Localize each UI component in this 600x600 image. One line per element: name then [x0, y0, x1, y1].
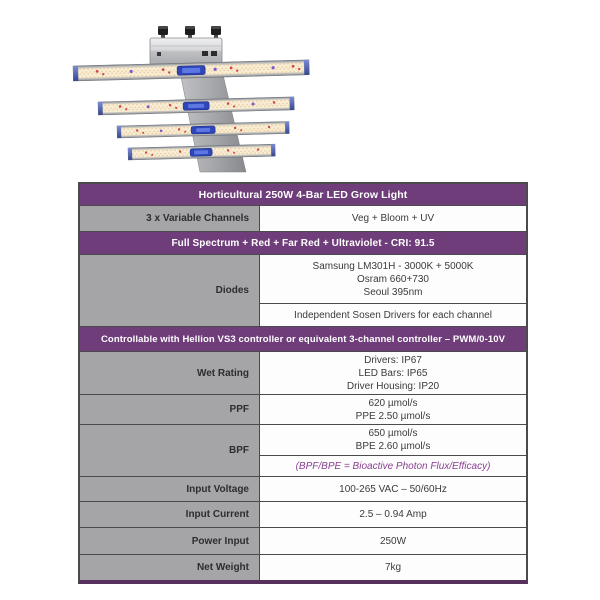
spec-label-input-current: Input Current: [80, 502, 260, 527]
spec-value-input-voltage: 100-265 VAC – 50/60Hz: [260, 477, 526, 501]
spec-value-net-weight: 7kg: [260, 555, 526, 580]
diodes-line-1: Samsung LM301H - 3000K + 5000K: [312, 260, 474, 272]
ppf-line-1: 620 µmol/s: [368, 397, 418, 409]
bpf-line-1: 650 µmol/s: [368, 428, 418, 439]
driver-box: [150, 26, 222, 65]
row-bpf: [80, 424, 526, 476]
wet-line-1: Drivers: IP67: [364, 354, 422, 366]
spec-value-drivers: Independent Sosen Drivers for each channel: [260, 303, 526, 326]
spec-value-diodes: [260, 255, 526, 303]
banner-title-row: [80, 184, 526, 205]
spec-table: [78, 182, 528, 584]
spec-label-power-input: Power Input: [80, 528, 260, 554]
spec-label-wet-rating: Wet Rating: [80, 352, 260, 394]
grow-light-product-image: [62, 22, 322, 174]
row-input-voltage: [80, 476, 526, 501]
ppf-line-2: PPE 2.50 µmol/s: [355, 410, 431, 422]
spec-label-channels: 3 x Variable Channels: [80, 206, 260, 231]
led-bar-3: [117, 121, 289, 137]
spec-value-bpf: [260, 425, 526, 455]
spec-label-net-weight: Net Weight: [80, 555, 260, 580]
led-bar-1: [73, 60, 309, 81]
spec-value-input-current: 2.5 – 0.94 Amp: [260, 502, 526, 527]
spec-value-power-input: 250W: [260, 528, 526, 554]
spec-value-ppf: [260, 395, 526, 424]
spec-value-channels: Veg + Bloom + UV: [260, 206, 526, 231]
row-net-weight: [80, 554, 526, 580]
diodes-line-3: Seoul 395nm: [363, 286, 423, 298]
wet-line-2: LED Bars: IP65: [358, 367, 428, 379]
row-wet-rating: [80, 351, 526, 394]
row-diodes: [80, 254, 526, 326]
spec-value-wet-rating: [260, 352, 526, 394]
row-variable-channels: [80, 205, 526, 231]
grow-light-illustration: [62, 22, 322, 174]
row-ppf: [80, 394, 526, 424]
banner-controller-row: [80, 326, 526, 351]
spec-label-bpf: BPF: [80, 425, 260, 476]
bpf-note: (BPF/BPE = Bioactive Photon Flux/Efficacy): [260, 455, 526, 476]
spec-label-diodes: Diodes: [80, 255, 260, 326]
row-power-input: [80, 527, 526, 554]
wet-line-3: Driver Housing: IP20: [346, 380, 440, 392]
diodes-line-2: Osram 660+730: [357, 273, 429, 285]
spec-label-ppf: PPF: [80, 395, 260, 424]
led-bar-4: [128, 144, 275, 160]
led-bar-2: [98, 97, 294, 115]
bpf-line-2: BPE 2.60 µmol/s: [355, 441, 431, 452]
controller-banner: Controllable with Hellion VS3 controller or equivalent 3-channel controller – PWM/0-10V: [80, 327, 526, 351]
spec-label-input-voltage: Input Voltage: [80, 477, 260, 501]
banner-spectrum-row: [80, 231, 526, 254]
row-input-current: [80, 501, 526, 527]
spectrum-banner: Full Spectrum + Red + Far Red + Ultraviolet - CRI: 91.5: [80, 232, 526, 254]
table-title: Horticultural 250W 4-Bar LED Grow Light: [80, 184, 526, 205]
